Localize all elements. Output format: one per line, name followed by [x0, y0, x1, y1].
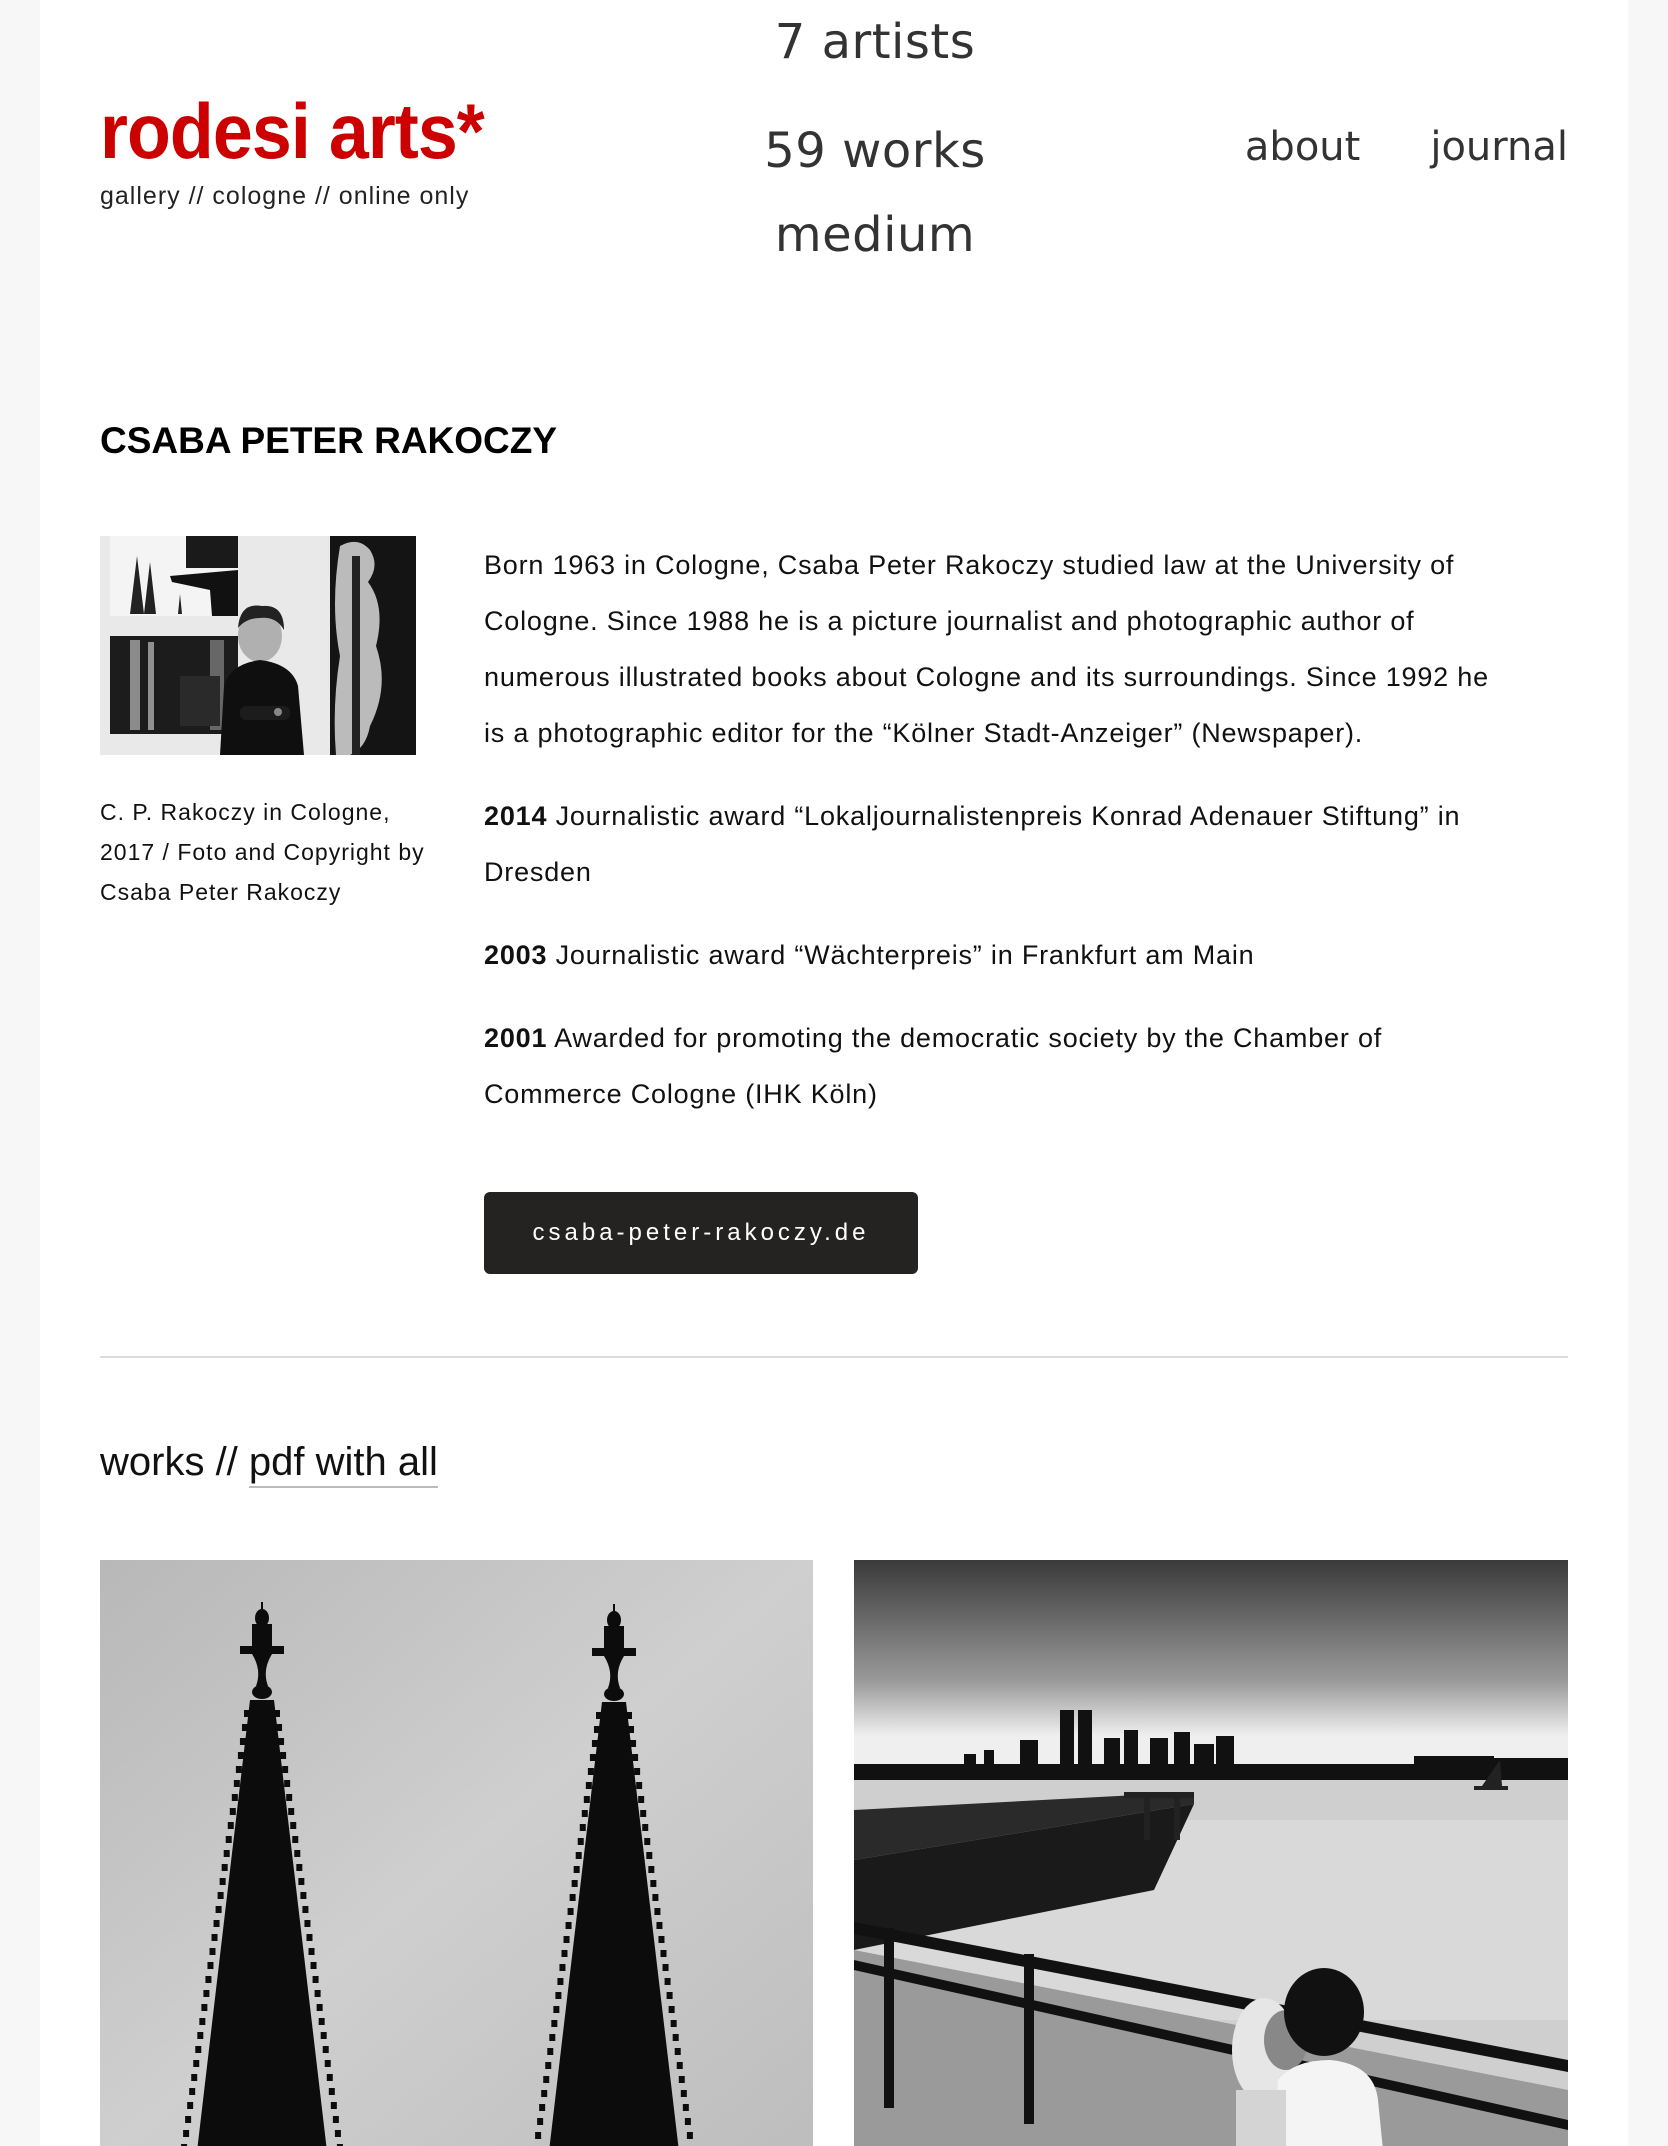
spire-crocket [646, 1852, 652, 1859]
spire-crocket [183, 2130, 189, 2137]
spire-crocket [284, 1780, 290, 1787]
spire-crocket [214, 1920, 220, 1927]
spire-crocket [236, 1766, 242, 1773]
spire-crocket [207, 1962, 213, 1969]
cathedral-spires-image [100, 1560, 813, 2146]
spire-crocket [588, 1768, 594, 1775]
spire-crocket [564, 1936, 570, 1943]
spire-crocket [652, 1894, 658, 1901]
award-text: Awarded for promoting the democratic society by the Chamber of Commerce Cologne (IHK Köln) [484, 1023, 1383, 1109]
spire-crocket [644, 1838, 650, 1845]
spire-crocket [242, 1724, 248, 1731]
spire-crocket [302, 1906, 308, 1913]
spire-crocket [232, 1794, 238, 1801]
portrait-caption: C. P. Rakoczy in Cologne, 2017 / Foto and Copyright by Csaba Peter Rakoczy [100, 799, 425, 905]
center-nav [680, 0, 1070, 300]
spire-crocket [630, 1740, 636, 1747]
spire-crocket [321, 2032, 327, 2039]
spire-crocket [218, 1892, 224, 1899]
spire-crocket [311, 1962, 317, 1969]
spire-crocket [553, 2006, 559, 2013]
spire-crocket [296, 1864, 302, 1871]
spire-crocket [228, 1822, 234, 1829]
nav-artists[interactable]: 7 artists [774, 14, 976, 70]
spire-crocket [276, 1724, 282, 1731]
spire-crocket [543, 2076, 549, 2083]
spire-crocket [559, 1964, 565, 1971]
spire-crocket [642, 1824, 648, 1831]
spire-crocket [681, 2090, 687, 2097]
spire-crocket [304, 1920, 310, 1927]
spire-crocket [592, 1740, 598, 1747]
logo-subtitle: gallery // cologne // online only [100, 182, 470, 210]
spire-crocket [545, 2062, 551, 2069]
portrait-illustration [100, 536, 416, 755]
nav-about[interactable]: about [1244, 124, 1361, 170]
spire-crocket [209, 1948, 215, 1955]
spire-crocket [663, 1964, 669, 1971]
spire-crocket [185, 2116, 191, 2123]
works-heading [100, 1440, 438, 1485]
award-year: 2003 [484, 940, 548, 970]
spire-crocket [648, 1866, 654, 1873]
spire-crocket [199, 2018, 205, 2025]
spire-crocket [222, 1864, 228, 1871]
award-year: 2001 [484, 1023, 548, 1053]
spire-crocket [230, 1808, 236, 1815]
right-nav [1245, 124, 1568, 170]
pdf-with-all-link[interactable]: pdf with all [249, 1440, 438, 1488]
spire-crocket [590, 1754, 596, 1761]
spire-crocket [661, 1950, 667, 1957]
spire-crocket [197, 2032, 203, 2039]
spire-crocket [286, 1794, 292, 1801]
spire-crocket [331, 2102, 337, 2109]
spire-crocket [626, 1712, 632, 1719]
spire-crocket [596, 1712, 602, 1719]
nav-works[interactable]: 59 works [764, 123, 986, 179]
spire-crocket [572, 1880, 578, 1887]
spire-crocket [329, 2088, 335, 2095]
bio-paragraph: Born 1963 in Cologne, Csaba Peter Rakoczy studied law at the University of Cologne. Since 1988 he is a picture journalist and photographic author of numerous illustrated books about Cologne and its surroundings. Since 1992 he is a photographic editor for the “Kölner Stadt-Anzeiger” (Newspaper). [484, 550, 1489, 748]
spire-crocket [234, 1780, 240, 1787]
award-item [484, 927, 1514, 983]
spire-crocket [580, 1824, 586, 1831]
spire-crocket [679, 2076, 685, 2083]
award-text: Journalistic award “Wächterpreis” in Frankfurt am Main [555, 940, 1255, 970]
spire-crocket [640, 1810, 646, 1817]
spire-crocket [568, 1908, 574, 1915]
spire-crocket [574, 1866, 580, 1873]
spire-crocket [673, 2034, 679, 2041]
spire-crocket [586, 1782, 592, 1789]
spire-crocket [669, 2006, 675, 2013]
spire-crocket [317, 2004, 323, 2011]
spire-crocket [282, 1766, 288, 1773]
logo-link[interactable] [100, 87, 517, 211]
spire-crocket [278, 1738, 284, 1745]
spire-crocket [240, 1738, 246, 1745]
spire-crocket [288, 1808, 294, 1815]
spire-crocket [555, 1992, 561, 1999]
spire-crocket [685, 2118, 691, 2125]
spire-crocket [306, 1934, 312, 1941]
spire-crocket [636, 1782, 642, 1789]
spire-crocket [274, 1710, 280, 1717]
spire-crocket [205, 1976, 211, 1983]
work-thumbnail-cathedral[interactable] [100, 1560, 813, 2146]
spire-crocket [187, 2102, 193, 2109]
spire-crocket [654, 1908, 660, 1915]
spire-crocket [290, 1822, 296, 1829]
spire-crocket [292, 1836, 298, 1843]
spire-crocket [582, 1810, 588, 1817]
spire-crocket [535, 2132, 541, 2139]
spire-crocket [632, 1754, 638, 1761]
spire-crocket [667, 1992, 673, 1999]
nav-medium[interactable]: medium [774, 207, 976, 263]
spire-crocket [224, 1850, 230, 1857]
spire-crocket [195, 2046, 201, 2053]
spire-crocket [226, 1836, 232, 1843]
spire-crocket [193, 2060, 199, 2067]
spire-crocket [634, 1768, 640, 1775]
spire-crocket [294, 1850, 300, 1857]
spire-crocket [335, 2130, 341, 2137]
spire-crocket [578, 1838, 584, 1845]
spire-crocket [300, 1892, 306, 1899]
spire-crocket [566, 1922, 572, 1929]
spire-crocket [549, 2034, 555, 2041]
spire-crocket [191, 2074, 197, 2081]
spire-crocket [333, 2116, 339, 2123]
spire-crocket [313, 1976, 319, 1983]
award-text: Journalistic award “Lokaljournalistenpreis Konrad Adenauer Stiftung” in Dresden [484, 801, 1461, 887]
spire-crocket [677, 2062, 683, 2069]
works-heading-prefix: works // [100, 1440, 249, 1484]
spire-crocket [683, 2104, 689, 2111]
spire-crocket [628, 1726, 634, 1733]
spire-crocket [557, 1978, 563, 1985]
spire-crocket [203, 1990, 209, 1997]
spire-crocket [561, 1950, 567, 1957]
spire-crocket [594, 1726, 600, 1733]
spire-crocket [541, 2090, 547, 2097]
spire-crocket [216, 1906, 222, 1913]
spire-crocket [319, 2018, 325, 2025]
spire-crocket [584, 1796, 590, 1803]
spire-crocket [570, 1894, 576, 1901]
spire-crocket [298, 1878, 304, 1885]
spire-crocket [671, 2020, 677, 2027]
spire-crocket [650, 1880, 656, 1887]
spire-crocket [323, 2046, 329, 2053]
spire-crocket [547, 2048, 553, 2055]
award-item [484, 1010, 1514, 1122]
spire-crocket [658, 1936, 664, 1943]
logo-title: rodesi arts* [100, 87, 484, 175]
spire-crocket [280, 1752, 286, 1759]
spire-crocket [309, 1948, 315, 1955]
spire-crocket [315, 1990, 321, 1997]
work-thumbnail-skyline[interactable] [854, 1560, 1568, 2146]
award-year: 2014 [484, 801, 548, 831]
spire-crocket [327, 2074, 333, 2081]
spire-crocket [537, 2118, 543, 2125]
spire-crocket [325, 2060, 331, 2067]
page [40, 0, 1628, 2146]
spire-crocket [656, 1922, 662, 1929]
nav-journal[interactable]: journal [1430, 124, 1568, 170]
spire-crocket [675, 2048, 681, 2055]
spire-crocket [539, 2104, 545, 2111]
spire-crocket [687, 2132, 693, 2139]
spire-crocket [201, 2004, 207, 2011]
spire-crocket [576, 1852, 582, 1859]
section-divider [100, 1356, 1568, 1358]
artist-bio [484, 537, 1514, 1149]
spire-crocket [551, 2020, 557, 2027]
spire-crocket [665, 1978, 671, 1985]
spire-crocket [212, 1934, 218, 1941]
spire-crocket [244, 1710, 250, 1717]
artist-portrait-image [100, 536, 416, 755]
spire-crocket [638, 1796, 644, 1803]
award-item [484, 788, 1514, 900]
artist-website-button[interactable]: csaba-peter-rakoczy.de [484, 1192, 918, 1274]
spire-crocket [238, 1752, 244, 1759]
skyline-pier-image [854, 1560, 1568, 2146]
artist-name: CSABA PETER RAKOCZY [100, 420, 558, 461]
spire-crocket [220, 1878, 226, 1885]
spire-crocket [189, 2088, 195, 2095]
